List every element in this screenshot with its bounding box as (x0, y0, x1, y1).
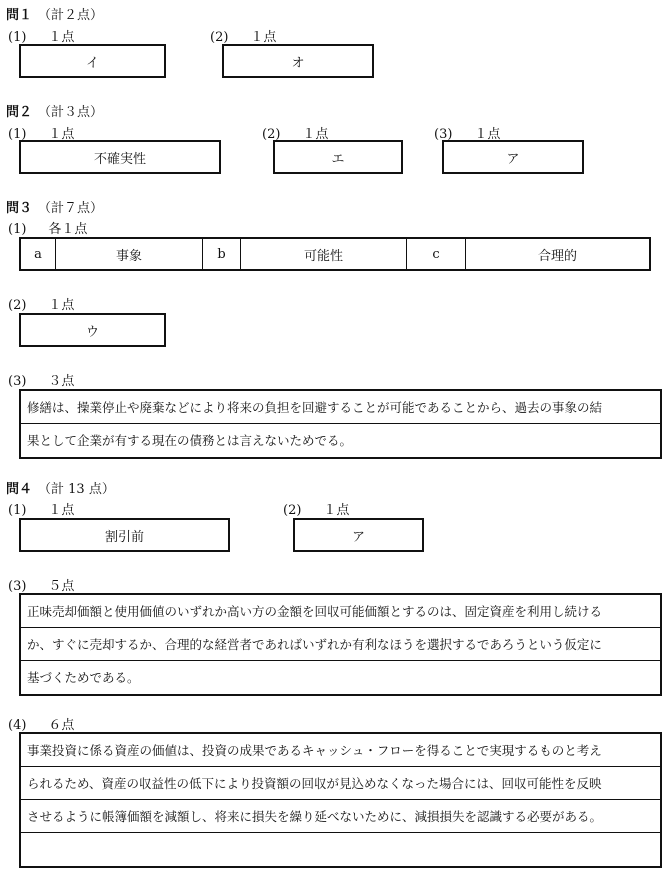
q3-1-label-b: b (203, 239, 241, 269)
q2-1-points: １点 (48, 127, 75, 142)
q4-4-num: (4) (8, 718, 27, 733)
q2-2-answer-box: エ (273, 140, 403, 174)
q3-header (6, 197, 103, 216)
q3-2-answer-box: ウ (19, 313, 166, 347)
q2-2-num: (2) (262, 127, 281, 142)
q1-2-points: １点 (250, 30, 277, 45)
q4-3-points: ５点 (48, 579, 75, 594)
q3-1-answer-c: 合理的 (537, 248, 577, 264)
q4-3-line-2: か、すぐに売却するか、合理的な経営者であればいずれか有利なほうを選択するであろうという仮定に (21, 628, 660, 661)
q4-4-answer-box (19, 732, 662, 868)
q3-1-label-a: a (21, 239, 56, 269)
q4-3-answer-box (19, 593, 662, 696)
q3-2-label (8, 294, 74, 313)
q4-header (6, 478, 115, 497)
q1-1-points: １点 (48, 30, 75, 45)
q1-header (6, 4, 103, 23)
q3-points: （計７点） (38, 201, 104, 216)
q4-4-line-4 (21, 833, 660, 866)
q1-2-label (210, 26, 276, 45)
q4-2-num: (2) (283, 503, 302, 518)
q3-3-line-1: 修繕は、操業停止や廃棄などにより将来の負担を回避することが可能であることから、過去の事象の結 (21, 391, 660, 424)
q4-1-label (8, 499, 74, 518)
q3-1-label (8, 218, 87, 237)
q4-4-line-3: させるように帳簿価額を減額し、将来に損失を繰り延べないために、減損損失を認識する必要がある。 (21, 800, 660, 833)
q3-3-points: ３点 (48, 374, 75, 389)
q1-1-label (8, 26, 74, 45)
q3-1-points: 各１点 (48, 222, 88, 237)
q2-2-points: １点 (302, 127, 329, 142)
q3-1-num: (1) (8, 222, 27, 237)
q3-1-label-c: c (407, 239, 466, 269)
q4-3-line-1: 正味売却価額と使用価値のいずれか高い方の金額を回収可能価額とするのは、固定資産を利用し続ける (21, 595, 660, 628)
q4-4-points: ６点 (48, 718, 75, 733)
q4-1-num: (1) (8, 503, 27, 518)
q3-1-answer-a: 事象 (56, 239, 203, 269)
q4-title: 問４ (6, 482, 33, 497)
q4-2-points: １点 (323, 503, 350, 518)
q4-2-answer-box: ア (293, 518, 424, 552)
q3-3-line-2: 果として企業が有する現在の債務とは言えないためでる。 (27, 433, 353, 448)
q2-1-answer-box: 不確実性 (19, 140, 221, 174)
q1-1-answer-box: イ (19, 44, 166, 78)
q4-4-line-1: 事業投資に係る資産の価値は、投資の成果であるキャッシュ・フローを得ることで実現するものと考え (21, 734, 660, 767)
q1-title: 問１ (6, 8, 33, 23)
q2-3-num: (3) (434, 127, 453, 142)
q4-3-line-3: 基づくためである。 (27, 670, 140, 685)
q3-2-num: (2) (8, 298, 27, 313)
q1-2-answer-box: オ (222, 44, 374, 78)
q4-points: （計 13 点） (38, 482, 115, 497)
q3-3-num: (3) (8, 374, 27, 389)
q3-3-answer-box (19, 389, 662, 459)
q4-4-label (8, 714, 74, 733)
q2-title: 問２ (6, 105, 33, 120)
q2-header (6, 101, 103, 120)
q3-title: 問３ (6, 201, 33, 216)
q2-1-num: (1) (8, 127, 27, 142)
q1-points: （計２点） (38, 8, 104, 23)
q2-points: （計３点） (38, 105, 104, 120)
q4-2-label (283, 499, 349, 518)
q1-1-num: (1) (8, 30, 27, 45)
q4-3-label (8, 575, 74, 594)
q2-3-answer-box: ア (442, 140, 584, 174)
q3-1-answer-b: 可能性 (241, 239, 407, 269)
q3-1-answer-row (19, 237, 651, 271)
q4-1-answer-box: 割引前 (19, 518, 230, 552)
q3-3-label (8, 370, 74, 389)
q3-2-points: １点 (48, 298, 75, 313)
q4-3-num: (3) (8, 579, 27, 594)
q4-4-line-2: られるため、資産の収益性の低下により投資額の回収が見込めなくなった場合には、回収可能性を反映 (21, 767, 660, 800)
q1-2-num: (2) (210, 30, 229, 45)
q2-3-points: １点 (474, 127, 501, 142)
q4-1-points: １点 (48, 503, 75, 518)
